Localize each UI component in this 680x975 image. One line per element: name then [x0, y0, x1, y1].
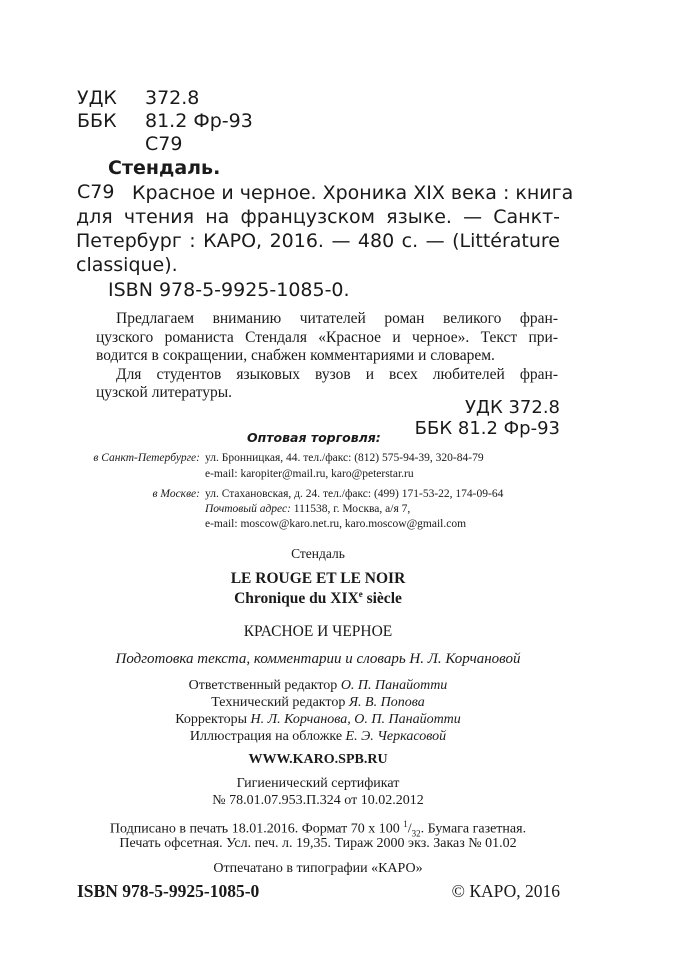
- print-info-pre: Подписано в печать 18.01.2016. Формат 70 х 100: [109, 821, 404, 837]
- wholesale-title: Оптовая торговля:: [247, 430, 381, 445]
- credit-correctors-names: Н. Л. Корчанова, О. П. Панайотти: [250, 712, 461, 727]
- credit-editor: [0, 678, 636, 694]
- subtitle-french-sup: e: [358, 589, 363, 599]
- footer-copyright: © КАРО, 2016: [451, 881, 560, 901]
- msk-postal-value: 111538, г. Москва, а/я 7,: [293, 503, 411, 515]
- annotation-line: Предлагаем вниманию читателей роман великого фран-: [116, 310, 558, 327]
- description-line: Красное и черное. Хроника XIX века : книга: [132, 182, 574, 204]
- annotation-line: водится в сокращении, снабжен комментариями и словарем.: [96, 347, 495, 364]
- msk-postal: [205, 503, 410, 515]
- spb-address: ул. Бронницкая, 44. тел./факс: (812) 575-94-39, 320-84-79: [205, 452, 484, 464]
- description-line: classique).: [76, 254, 178, 276]
- title-russian: КРАСНОЕ И ЧЕРНОЕ: [243, 623, 393, 640]
- fraction-numerator: 1: [403, 819, 408, 829]
- certificate-number: № 78.01.07.953.П.324 от 10.02.2012: [212, 793, 424, 808]
- msk-address: ул. Стахановская, д. 24. тел./факс: (499) 171-53-22, 174-09-64: [205, 488, 504, 500]
- credit-correctors: [0, 712, 636, 728]
- subtitle-french-post: siècle: [362, 590, 402, 608]
- annotation-line: цузской литературы.: [96, 384, 232, 401]
- credit-tech-editor: [0, 695, 636, 711]
- printed-at: Отпечатано в типографии «КАРО»: [213, 861, 423, 876]
- entry-author: Стендаль.: [108, 157, 221, 179]
- credit-tech-editor-name: Я. В. Попова: [348, 695, 425, 710]
- msk-postal-label: Почтовый адрес:: [205, 503, 291, 515]
- website-link[interactable]: WWW.KARO.SPB.RU: [248, 752, 388, 767]
- entry-isbn: ISBN 978-5-9925-1085-0.: [108, 279, 350, 301]
- spb-email: e-mail: karopiter@mail.ru, karo@peterstar.ru: [205, 468, 414, 480]
- print-info-post: . Бумага газетная.: [420, 821, 527, 837]
- print-info-line1: Подписано в печать 18.01.2016. Формат 70 х 100 $^1/_{32}$. Бумага газетная.: [109, 819, 527, 839]
- entry-mark: С79: [77, 181, 115, 203]
- print-info-line2: Печать офсетная. Усл. печ. л. 19,35. Тираж 2000 экз. Заказ № 01.02: [119, 836, 517, 851]
- annotation-line: цузского романиста Стендаля «Красное и черное». Текст при-: [96, 328, 558, 346]
- title-author: Стендаль: [291, 546, 345, 561]
- bbk-label: ББК: [77, 110, 117, 132]
- udk-label: УДК: [77, 87, 117, 109]
- footer-isbn: ISBN 978-5-9925-1085-0: [77, 881, 260, 901]
- credit-editor-label: Ответственный редактор: [188, 678, 338, 693]
- description-line: Петербург : КАРО, 2016. — 480 с. — (Littérature: [76, 230, 560, 252]
- bbk-value: 81.2 Фр-93: [145, 110, 253, 132]
- annotation-line: Для студентов языковых вузов и всех любителей фран-: [116, 365, 558, 383]
- title-french: LE ROUGE ET LE NOIR: [230, 570, 406, 587]
- subtitle-french: [0, 589, 636, 608]
- prepared-by: Подготовка текста, комментарии и словарь Н. Л. Корчановой: [115, 651, 521, 667]
- certificate-title: Гигиенический сертификат: [236, 776, 400, 791]
- description-line: для чтения на французском языке. — Санкт-: [76, 206, 560, 228]
- msk-email: e-mail: moscow@karo.net.ru, karo.moscow@gmail.com: [205, 518, 467, 530]
- credit-editor-name: О. П. Панайотти: [340, 678, 448, 693]
- annotation: [96, 310, 558, 403]
- msk-label: в Москве:: [152, 488, 200, 500]
- credit-cover-label: Иллюстрация на обложке: [189, 729, 343, 744]
- fraction-denominator: 32: [411, 828, 421, 839]
- credit-tech-editor-label: Технический редактор: [211, 695, 346, 710]
- subtitle-french-pre: Chronique du XIX: [234, 590, 359, 608]
- spb-label: в Санкт-Петербурге:: [93, 452, 200, 464]
- credit-cover-name: Е. Э. Черкасовой: [345, 729, 447, 744]
- author-mark: С79: [145, 133, 183, 155]
- udk-value: 372.8: [145, 87, 200, 109]
- credit-cover: [0, 729, 636, 745]
- udk-right: УДК 372.8: [464, 397, 560, 418]
- credit-correctors-label: Корректоры: [175, 712, 248, 727]
- bbk-right: ББК 81.2 Фр-93: [414, 418, 560, 439]
